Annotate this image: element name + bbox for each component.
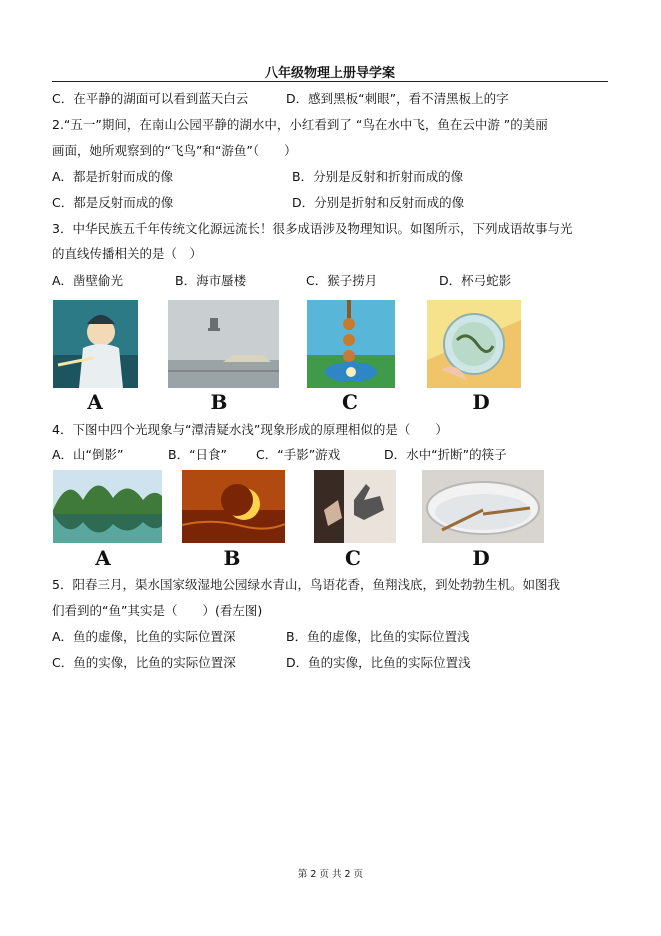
q3-stem-line2: 的直线传播相关的是（ ） [52,246,203,261]
prev-option-c: C．在平静的湖面可以看到蓝天白云 [52,91,249,106]
q2-stem-line1: 2.“五一”期间，在南山公园平静的湖水中，小红看到了 “鸟在水中飞，鱼在云中游 ”的美丽 [52,117,548,132]
q2-option-a: A．都是折射而成的像 [52,169,174,184]
q2-option-d: D．分别是折射和反射而成的像 [292,195,465,210]
q3-option-a: A．凿壁偷光 [52,273,124,288]
q4-label-c: C [345,546,361,570]
q4-option-b: B．“日食” [168,447,228,462]
q3-label-c: C [342,390,358,414]
q4-image-d [422,470,544,543]
q5-stem-line1: 5．阳春三月，渠水国家级湿地公园绿水青山，鸟语花香，鱼翔浅底，到处勃勃生机。如图我 [52,577,560,592]
q4-label-a: A [95,546,111,570]
q3-image-b [168,300,279,388]
q3-image-c [307,300,395,388]
q3-option-d: D．杯弓蛇影 [439,273,512,288]
q2-option-c: C．都是反射而成的像 [52,195,174,210]
q4-image-c [314,470,396,543]
header-rule [52,81,608,82]
q5-stem-line2: 们看到的“鱼”其实是（ ）(看左图) [52,603,263,618]
page-footer: 第 2 页 共 2 页 [297,869,364,880]
q5-option-c: C．鱼的实像，比鱼的实际位置深 [52,655,236,670]
q4-label-b: B [223,546,241,570]
q4-option-d: D．水中“折断”的筷子 [384,447,507,462]
q4-option-c: C．“手影”游戏 [256,447,341,462]
q4-label-d: D [472,546,490,570]
q3-option-c: C．猴子捞月 [306,273,378,288]
q3-option-b: B．海市蜃楼 [175,273,247,288]
q4-option-a: A．山“倒影” [52,447,124,462]
q5-option-a: A．鱼的虚像，比鱼的实际位置深 [52,629,236,644]
q5-option-d: D．鱼的实像，比鱼的实际位置浅 [286,655,471,670]
q3-label-a: A [87,390,103,414]
q3-image-a [53,300,138,388]
q4-image-a [53,470,162,543]
q3-label-b: B [210,390,228,414]
q4-stem: 4．下图中四个光现象与“潭清疑水浅”现象形成的原理相似的是（ ） [52,422,448,437]
q2-option-b: B．分别是反射和折射而成的像 [292,169,464,184]
q2-stem-line2: 画面，她所观察到的“飞鸟”和“游鱼”（ ） [52,143,297,158]
q3-image-d [427,300,521,388]
prev-option-d: D．感到黑板“刺眼”，看不清黑板上的字 [286,91,509,106]
q5-option-b: B．鱼的虚像，比鱼的实际位置浅 [286,629,470,644]
q3-label-d: D [472,390,490,414]
page-header: 八年级物理上册导学案 [264,66,395,81]
q4-image-b [182,470,285,543]
q3-stem-line1: 3．中华民族五千年传统文化源远流长！很多成语涉及物理知识。如图所示，下列成语故事与光 [52,221,573,236]
